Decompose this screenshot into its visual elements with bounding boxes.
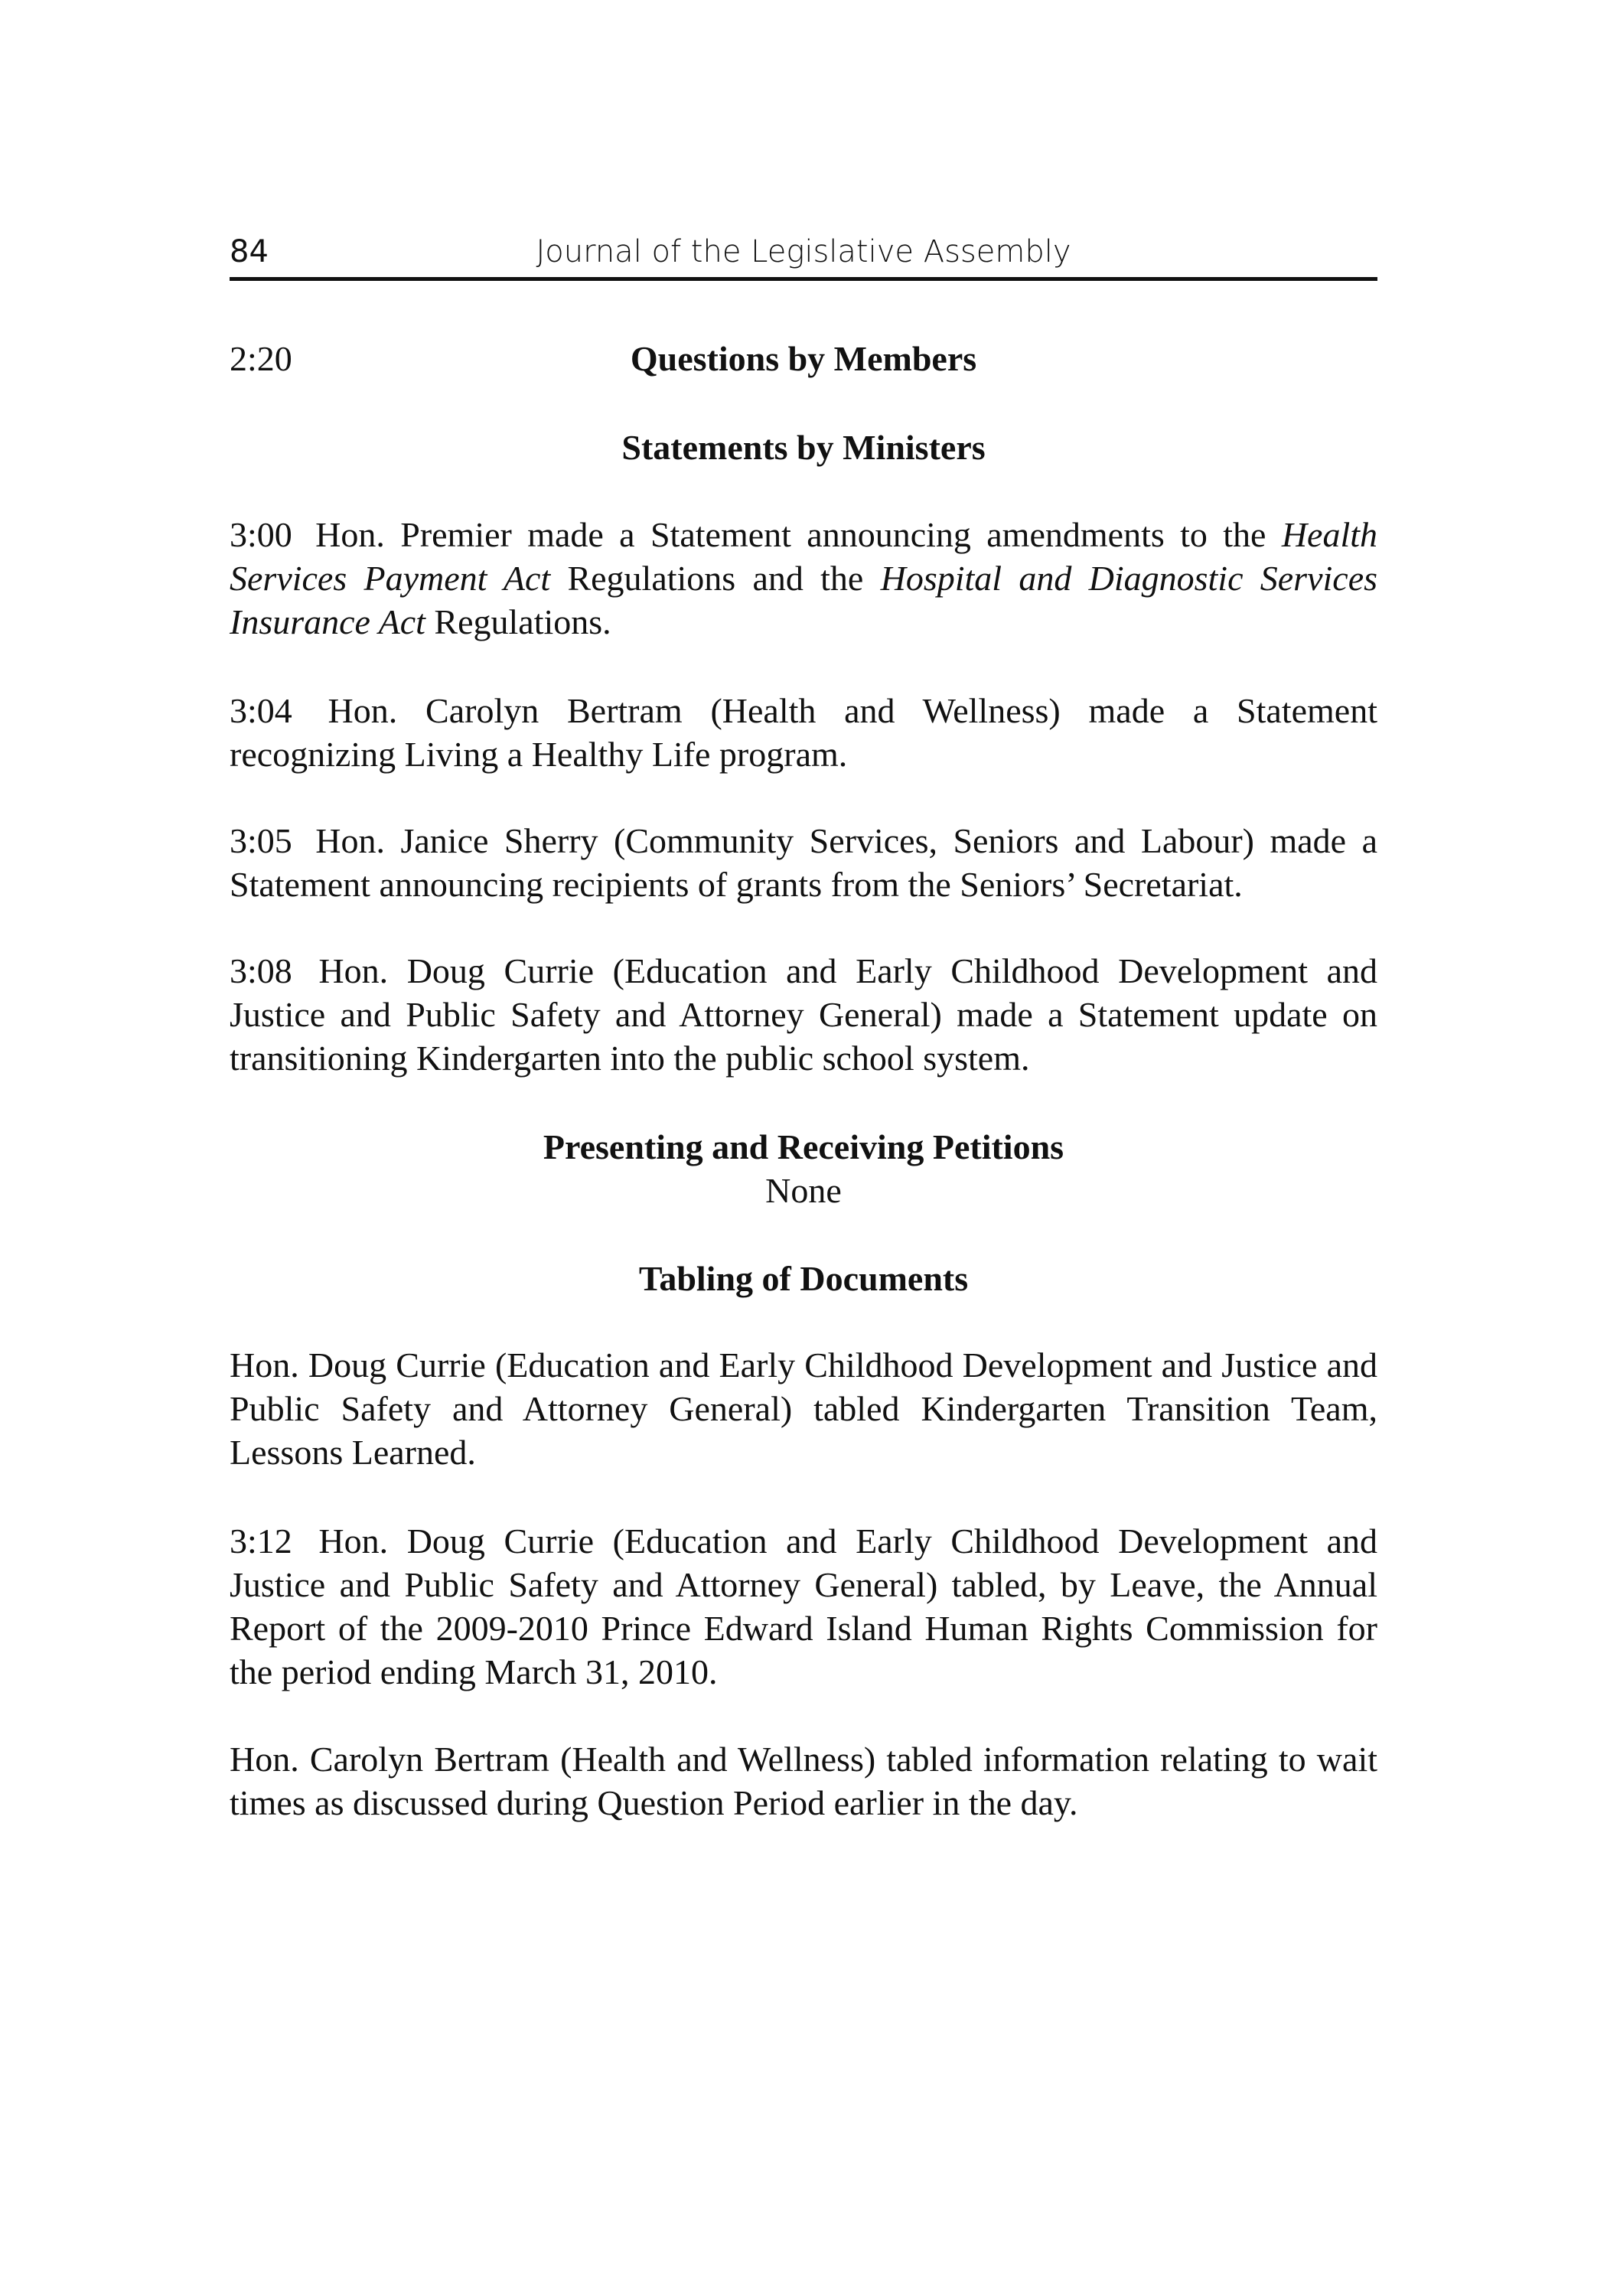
tabling-item — [230, 1737, 1377, 1825]
statement-text: Hon. Doug Currie (Education and Early Childhood Development and Justice and Public Safety and Attorney General) made a Statement update on transitioning Kindergarten into the public school system. — [230, 951, 1377, 1078]
petitions-note: None — [765, 1171, 842, 1210]
statement-text-part: Hon. Premier made a Statement announcing amendments to the — [315, 515, 1282, 554]
statement-time: 3:05 — [230, 821, 292, 860]
running-header — [230, 227, 1377, 281]
tabling-text: Hon. Doug Currie (Education and Early Childhood Development and Justice and Public Safety and Attorney General) tabled, by Leave, the Annual Report of the 2009-2010 Prince Edward Island Human Rights Commission for the period ending March 31, 2010. — [230, 1521, 1377, 1691]
tabling-item — [230, 1519, 1377, 1694]
statement-item — [230, 689, 1377, 776]
statement-text: Hon. Carolyn Bertram (Health and Wellness) made a Statement recognizing Living a Healthy Life program. — [230, 691, 1378, 774]
questions-time: 2:20 — [230, 339, 292, 378]
act-title: Hospital and Diagnostic Services Insurance Act — [230, 559, 1378, 641]
act-title: Health Services Payment Act — [230, 515, 1378, 598]
statement-time: 3:04 — [230, 691, 292, 730]
journal-title: Journal of the Legislative Assembly — [536, 234, 1071, 269]
tabling-time: 3:12 — [230, 1521, 292, 1561]
statement-time: 3:00 — [230, 515, 292, 554]
page-number: 84 — [230, 234, 269, 269]
petitions-heading: Presenting and Receiving Petitions — [543, 1127, 1064, 1166]
statement-item — [230, 513, 1377, 644]
tabling-heading: Tabling of Documents — [638, 1259, 969, 1298]
statement-item — [230, 949, 1377, 1080]
statement-text-part: Regulations and the — [550, 559, 881, 598]
questions-heading: Questions by Members — [630, 339, 977, 378]
statement-text: Hon. Janice Sherry (Community Services, Seniors and Labour) made a Statement announcing recipients of grants from the Seniors’ Secretariat. — [230, 821, 1377, 904]
tabling-item — [230, 1343, 1377, 1474]
statement-time: 3:08 — [230, 951, 292, 990]
tabling-text: Hon. Doug Currie (Education and Early Childhood Development and Justice and Public Safety and Attorney General) tabled Kindergarten Transition Team, Lessons Learned. — [230, 1345, 1377, 1472]
statement-text-part: Regulations. — [425, 602, 611, 641]
tabling-text: Hon. Carolyn Bertram (Health and Wellness) tabled information relating to wait times as discussed during Question Period earlier in the day. — [230, 1740, 1377, 1822]
statements-heading: Statements by Ministers — [621, 428, 986, 467]
statement-item — [230, 819, 1377, 906]
